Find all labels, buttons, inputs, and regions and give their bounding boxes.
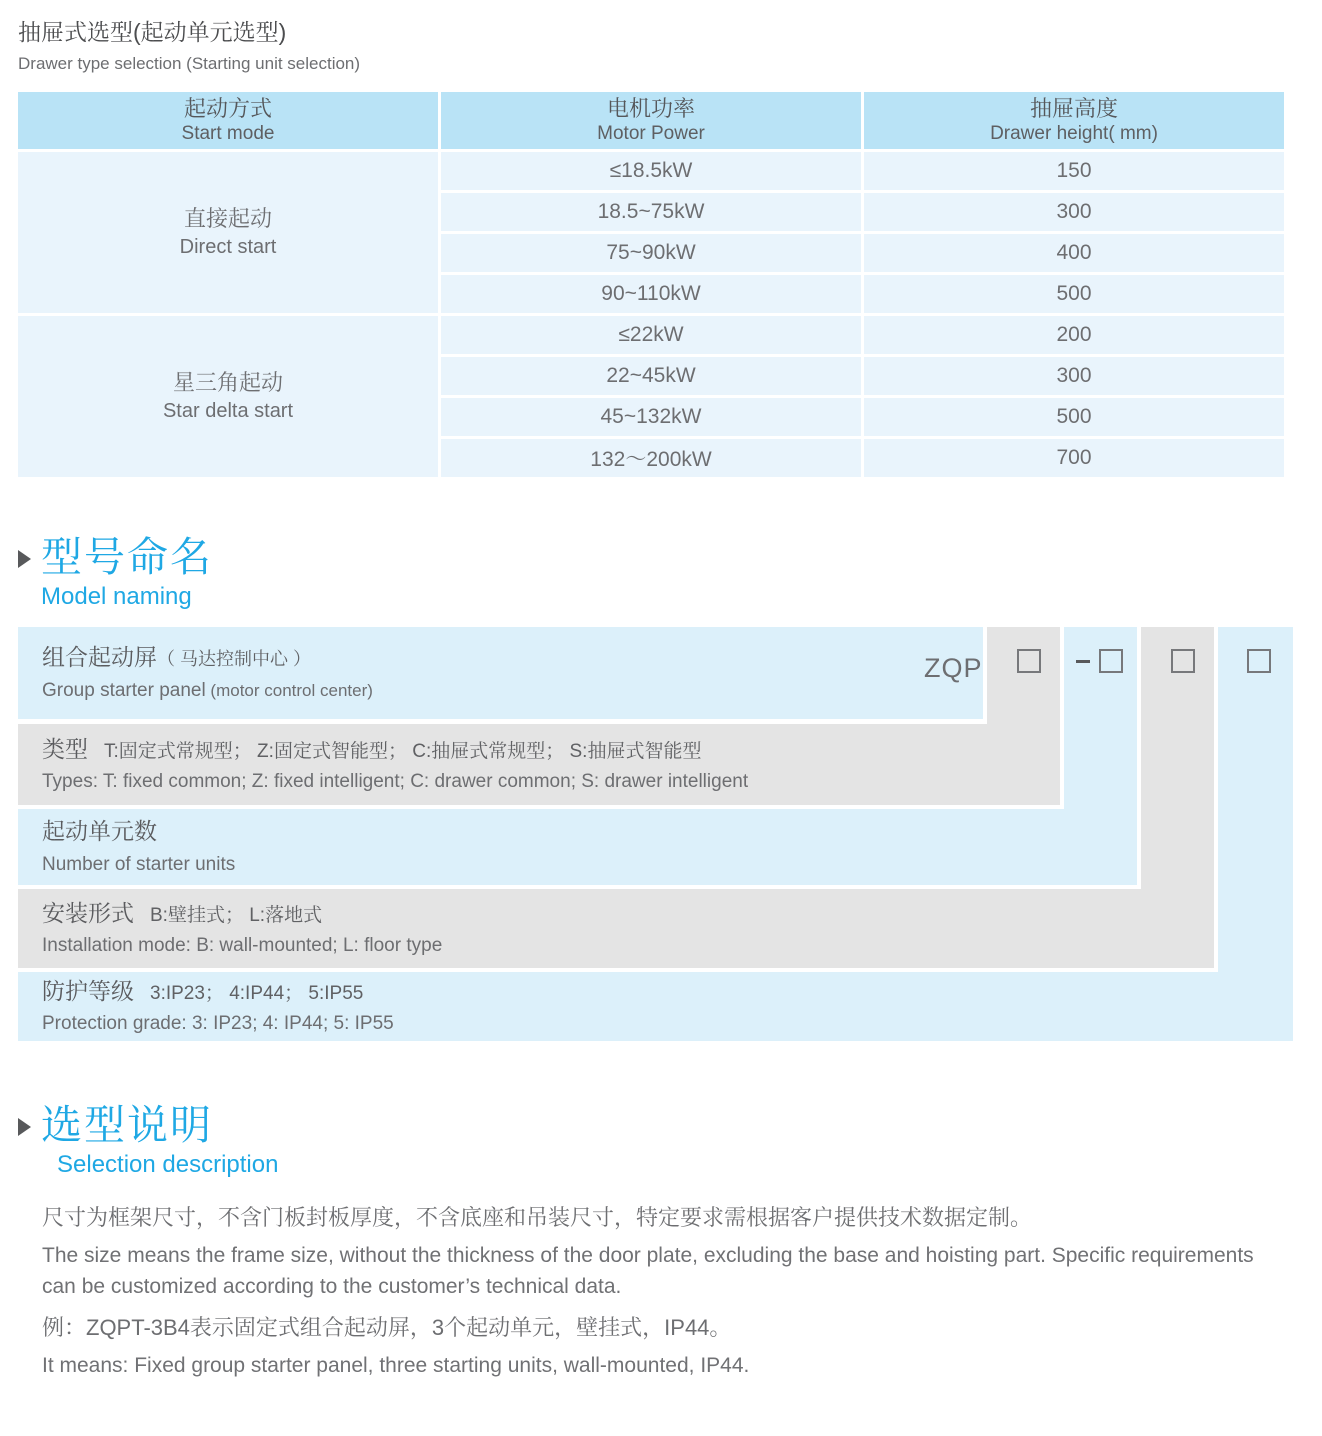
start-mode-cell-direct bbox=[18, 152, 438, 313]
desc-example-zh: 例：ZQPT-3B4表示固定式组合起动屏，3个起动单元，壁挂式，IP44。 bbox=[42, 1315, 732, 1341]
desc-example-en: It means: Fixed group starter panel, three starting units, wall-mounted, IP44. bbox=[42, 1354, 750, 1378]
desc-paragraph-en: The size means the frame size, without the thickness of the door plate, excluding the base and hoisting part. Specific requirements can be customized according to the customer’s technical data. bbox=[42, 1244, 1254, 1298]
col-header-drawer-height bbox=[864, 92, 1284, 149]
desc-paragraph-zh: 尺寸为框架尺寸，不含门板封板厚度，不含底座和吊装尺寸，特定要求需根据客户提供技术数据定制。 bbox=[42, 1205, 1033, 1231]
diagram-row-group-starter-panel bbox=[18, 627, 983, 719]
power-cell: 90~110kW bbox=[441, 275, 861, 313]
col-header-en: Drawer height( mm) bbox=[990, 123, 1158, 145]
diagram-row-zh: 安装形式 B:壁挂式； L:落地式 bbox=[42, 899, 323, 926]
col-header-motor-power bbox=[441, 92, 861, 149]
col-header-en: Start mode bbox=[181, 123, 275, 145]
diagram-row-en: Installation mode: B: wall-mounted; L: floor type bbox=[42, 935, 443, 957]
power-cell: 45~132kW bbox=[441, 398, 861, 436]
height-cell: 500 bbox=[864, 398, 1284, 436]
start-mode-zh: 直接起动 bbox=[183, 206, 272, 232]
height-cell: 150 bbox=[864, 152, 1284, 190]
height-cell: 500 bbox=[864, 275, 1284, 313]
height-cell: 700 bbox=[864, 439, 1284, 477]
diagram-row-zh: 防护等级 3:IP23； 4:IP44； 5:IP55 bbox=[42, 977, 364, 1004]
power-cell: 18.5~75kW bbox=[441, 193, 861, 231]
code-placeholder-box-installation bbox=[1171, 649, 1195, 673]
col-header-zh: 起动方式 bbox=[183, 95, 272, 121]
height-cell: 400 bbox=[864, 234, 1284, 272]
height-cell: 300 bbox=[864, 357, 1284, 395]
page-title: 抽屉式选型(起动单元选型) bbox=[18, 19, 287, 45]
diagram-row-zh: 类型 T:固定式常规型； Z:固定式智能型； C:抽屉式常规型； S:抽屉式智能型 bbox=[42, 735, 702, 762]
start-mode-en: Direct start bbox=[179, 235, 277, 258]
selection-description bbox=[42, 1201, 1302, 1381]
diagram-row-en: Number of starter units bbox=[42, 853, 236, 875]
code-dash bbox=[1076, 660, 1090, 663]
col-header-zh: 电机功率 bbox=[606, 95, 695, 121]
section-title-en: Selection description bbox=[57, 1151, 279, 1179]
selection-table-body bbox=[18, 152, 1284, 477]
diagram-row-protection-grade bbox=[18, 972, 1293, 1041]
height-cell: 300 bbox=[864, 193, 1284, 231]
power-cell: ≤22kW bbox=[441, 316, 861, 354]
triangle-bullet-icon bbox=[18, 1118, 31, 1136]
code-placeholder-box-units bbox=[1099, 649, 1123, 673]
page-subtitle: Drawer type selection (Starting unit selection) bbox=[18, 54, 361, 73]
section-title-zh: 选型说明 bbox=[41, 1102, 213, 1149]
code-placeholder-box-type bbox=[1017, 649, 1041, 673]
start-mode-cell-star-delta bbox=[18, 316, 438, 477]
section-title-zh: 型号命名 bbox=[41, 534, 213, 580]
code-placeholder-box-protection bbox=[1247, 649, 1271, 673]
section-model-naming-heading bbox=[18, 535, 1322, 611]
diagram-row-type bbox=[18, 724, 1060, 805]
section-selection-desc-heading bbox=[18, 1103, 1322, 1179]
power-cell: ≤18.5kW bbox=[441, 152, 861, 190]
diagram-row-zh: 起动单元数 bbox=[42, 818, 157, 845]
diagram-row-en: Protection grade: 3: IP23; 4: IP44; 5: IP55 bbox=[42, 1013, 394, 1035]
diagram-row-starter-units bbox=[18, 809, 1137, 885]
diagram-row-en: Group starter panel (motor control center) bbox=[42, 679, 373, 701]
section-title-en: Model naming bbox=[41, 583, 192, 611]
start-mode-zh: 星三角起动 bbox=[172, 370, 283, 396]
diagram-row-zh: 组合起动屏（ 马达控制中心 ） bbox=[42, 644, 312, 671]
selection-table-header bbox=[18, 92, 1284, 149]
model-code-prefix: ZQP bbox=[924, 653, 983, 684]
diagram-row-en: Types: T: fixed common; Z: fixed intelligent; C: drawer common; S: drawer intelligent bbox=[42, 771, 749, 793]
power-cell: 132～200kW bbox=[441, 439, 861, 477]
start-mode-en: Star delta start bbox=[162, 399, 294, 422]
height-cell: 200 bbox=[864, 316, 1284, 354]
power-cell: 75~90kW bbox=[441, 234, 861, 272]
diagram-row-installation-mode bbox=[18, 889, 1214, 968]
col-header-en: Motor Power bbox=[597, 123, 705, 145]
triangle-bullet-icon bbox=[18, 550, 31, 568]
selection-table bbox=[18, 92, 1284, 477]
col-header-zh: 抽屉高度 bbox=[1029, 95, 1118, 121]
power-cell: 22~45kW bbox=[441, 357, 861, 395]
model-naming-diagram bbox=[18, 627, 1293, 1041]
col-header-start-mode bbox=[18, 92, 438, 149]
